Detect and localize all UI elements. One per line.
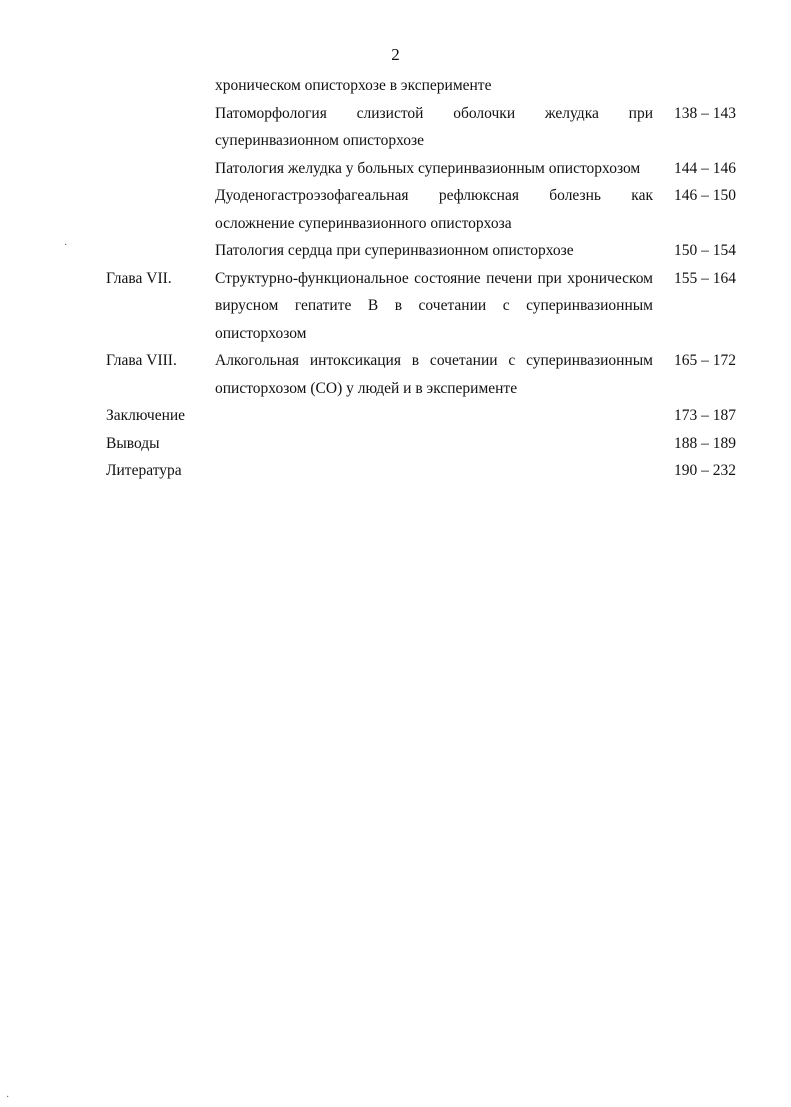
toc-entry-title: Структурно-функциональное состояние печени при хроническом вирусном гепатите В в сочетании с суперинвазионным описторхозом (215, 269, 653, 342)
toc-entry-label: Глава VIII. (106, 352, 177, 369)
page-number: 2 (391, 45, 400, 64)
toc-entry-pages: 144 – 146 (674, 159, 736, 177)
toc-entry-pages: 190 – 232 (674, 462, 736, 479)
toc-entry-pages: 146 – 150 (674, 187, 736, 204)
toc-entry-findings (0, 430, 791, 458)
toc-entry-pages: 150 – 154 (674, 242, 736, 259)
toc-entry-pages: 188 – 189 (674, 434, 736, 452)
toc-entry-pages: 165 – 172 (674, 352, 736, 369)
toc-entry-label: Выводы (106, 434, 160, 452)
toc-entry (0, 72, 791, 100)
toc-entry-title: Алкогольная интоксикация в сочетании с суперинвазионным описторхозом (СО) у людей и в эксперименте (215, 352, 653, 397)
toc-entry-label: Глава VII. (106, 269, 172, 287)
toc-entry-label: Литература (106, 462, 182, 479)
toc-entry-pages: 138 – 143 (674, 104, 736, 122)
toc-entry-title: Дуоденогастроэзофагеальная рефлюксная болезнь как осложнение суперинвазионного описторхоза (215, 187, 653, 232)
toc-entry-pages: 173 – 187 (674, 407, 736, 424)
toc-entry (0, 182, 791, 237)
toc-entry-title: Патоморфология слизистой оболочки желудка при суперинвазионном описторхозе (215, 104, 653, 149)
toc-entry-chapter-8 (0, 347, 791, 402)
toc-entry (0, 237, 791, 265)
toc-entry-title: Патология желудка у больных суперинвазионным описторхозом (215, 159, 641, 177)
toc-entry-references (0, 457, 791, 485)
toc-entry-title (215, 430, 653, 458)
toc-entry-chapter-7 (0, 265, 791, 348)
toc-entry-title (215, 457, 653, 485)
scan-dot: · (64, 240, 68, 251)
toc-entry-title: хроническом описторхозе в эксперименте (215, 77, 492, 94)
table-of-contents (0, 72, 791, 485)
toc-entry-pages: 155 – 164 (674, 269, 736, 287)
toc-entry-label: Заключение (106, 407, 186, 424)
toc-entry-title: Патология сердца при суперинвазионном описторхозе (215, 242, 574, 259)
toc-entry (0, 155, 791, 183)
scan-dot: · (6, 1092, 10, 1103)
toc-entry-conclusion (0, 402, 791, 430)
toc-entry-title (215, 402, 653, 430)
toc-entry (0, 100, 791, 155)
